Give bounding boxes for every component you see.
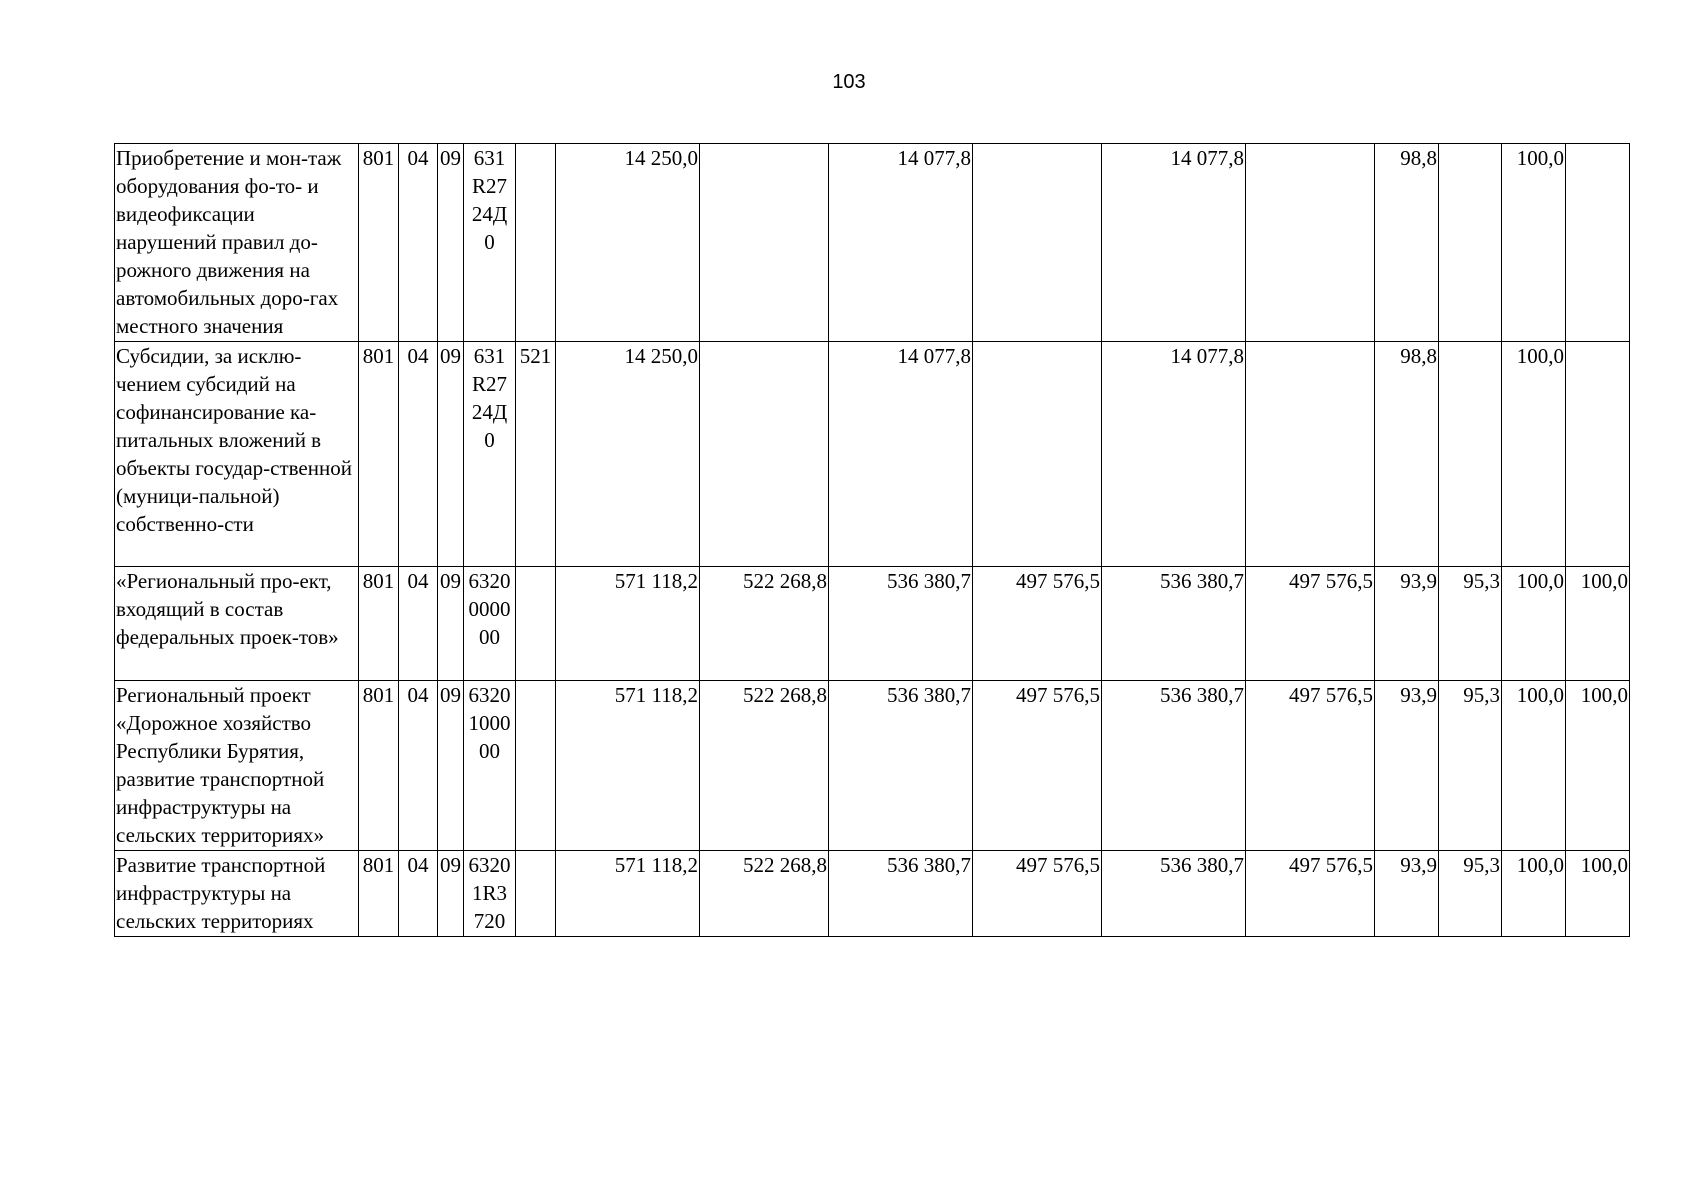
value-cell: 100,0 bbox=[1502, 342, 1566, 567]
rz-code: 04 bbox=[399, 144, 438, 342]
value-cell: 95,3 bbox=[1439, 851, 1502, 937]
value-cell: 14 077,8 bbox=[829, 342, 973, 567]
value-cell: 100,0 bbox=[1502, 567, 1566, 681]
row-name: Развитие транспортной инфраструктуры на сельских территориях bbox=[115, 851, 359, 937]
value-cell: 100,0 bbox=[1566, 851, 1630, 937]
row-name: «Региональный про-ект, входящий в состав федеральных проек-тов» bbox=[115, 567, 359, 681]
value-cell: 93,9 bbox=[1375, 567, 1439, 681]
value-cell bbox=[700, 342, 829, 567]
ved-code: 801 bbox=[359, 144, 399, 342]
value-cell: 536 380,7 bbox=[829, 851, 973, 937]
csr-code: 6320 1000 00 bbox=[464, 681, 516, 851]
value-cell: 100,0 bbox=[1502, 851, 1566, 937]
value-cell: 100,0 bbox=[1502, 144, 1566, 342]
value-cell: 497 576,5 bbox=[1246, 567, 1375, 681]
row-name: Региональный проект «Дорожное хозяйство Республики Бурятия, развитие транспортной инфраструктуры на сельских территориях» bbox=[115, 681, 359, 851]
ved-code: 801 bbox=[359, 342, 399, 567]
page-number: 103 bbox=[832, 71, 866, 93]
value-cell: 95,3 bbox=[1439, 681, 1502, 851]
value-cell: 497 576,5 bbox=[1246, 681, 1375, 851]
value-cell: 536 380,7 bbox=[1102, 681, 1246, 851]
budget-table bbox=[114, 143, 1630, 937]
value-cell: 14 250,0 bbox=[556, 342, 700, 567]
table-row bbox=[115, 567, 1630, 681]
value-cell: 100,0 bbox=[1566, 567, 1630, 681]
row-name: Приобретение и мон-таж оборудования фо-то- и видеофиксации нарушений правил до-рожного движения на автомобильных доро-гах местного значения bbox=[115, 144, 359, 342]
value-cell: 98,8 bbox=[1375, 342, 1439, 567]
rz-code: 04 bbox=[399, 681, 438, 851]
csr-code: 6320 0000 00 bbox=[464, 567, 516, 681]
vr-code bbox=[516, 567, 556, 681]
vr-code bbox=[516, 144, 556, 342]
value-cell: 497 576,5 bbox=[973, 681, 1102, 851]
value-cell: 536 380,7 bbox=[1102, 567, 1246, 681]
value-cell: 100,0 bbox=[1502, 681, 1566, 851]
ved-code: 801 bbox=[359, 851, 399, 937]
row-name: Субсидии, за исклю-чением субсидий на софинансирование ка-питальных вложений в объекты государ-ственной (муници-пальной) собственно-сти bbox=[115, 342, 359, 567]
table-row bbox=[115, 144, 1630, 342]
csr-code: 6320 1R3 720 bbox=[464, 851, 516, 937]
value-cell bbox=[1566, 144, 1630, 342]
pr-code: 09 bbox=[438, 567, 464, 681]
value-cell: 522 268,8 bbox=[700, 567, 829, 681]
table-row bbox=[115, 851, 1630, 937]
value-cell bbox=[1246, 144, 1375, 342]
value-cell: 536 380,7 bbox=[1102, 851, 1246, 937]
value-cell: 14 077,8 bbox=[1102, 342, 1246, 567]
value-cell: 497 576,5 bbox=[1246, 851, 1375, 937]
table-body bbox=[115, 144, 1630, 937]
value-cell bbox=[1439, 144, 1502, 342]
value-cell bbox=[700, 144, 829, 342]
value-cell: 14 250,0 bbox=[556, 144, 700, 342]
table-row bbox=[115, 681, 1630, 851]
value-cell: 522 268,8 bbox=[700, 681, 829, 851]
vr-code: 521 bbox=[516, 342, 556, 567]
ved-code: 801 bbox=[359, 681, 399, 851]
csr-code: 631 R27 24Д 0 bbox=[464, 144, 516, 342]
pr-code: 09 bbox=[438, 342, 464, 567]
value-cell bbox=[1439, 342, 1502, 567]
value-cell: 522 268,8 bbox=[700, 851, 829, 937]
value-cell bbox=[973, 144, 1102, 342]
rz-code: 04 bbox=[399, 851, 438, 937]
csr-code: 631 R27 24Д 0 bbox=[464, 342, 516, 567]
value-cell: 497 576,5 bbox=[973, 851, 1102, 937]
rz-code: 04 bbox=[399, 342, 438, 567]
value-cell: 93,9 bbox=[1375, 851, 1439, 937]
value-cell: 93,9 bbox=[1375, 681, 1439, 851]
rz-code: 04 bbox=[399, 567, 438, 681]
value-cell: 571 118,2 bbox=[556, 567, 700, 681]
value-cell: 536 380,7 bbox=[829, 681, 973, 851]
pr-code: 09 bbox=[438, 681, 464, 851]
value-cell: 14 077,8 bbox=[829, 144, 973, 342]
pr-code: 09 bbox=[438, 851, 464, 937]
table-row bbox=[115, 342, 1630, 567]
value-cell bbox=[1246, 342, 1375, 567]
value-cell: 571 118,2 bbox=[556, 851, 700, 937]
vr-code bbox=[516, 851, 556, 937]
value-cell: 571 118,2 bbox=[556, 681, 700, 851]
value-cell: 497 576,5 bbox=[973, 567, 1102, 681]
value-cell bbox=[1566, 342, 1630, 567]
value-cell: 95,3 bbox=[1439, 567, 1502, 681]
value-cell: 536 380,7 bbox=[829, 567, 973, 681]
vr-code bbox=[516, 681, 556, 851]
value-cell: 98,8 bbox=[1375, 144, 1439, 342]
pr-code: 09 bbox=[438, 144, 464, 342]
value-cell bbox=[973, 342, 1102, 567]
value-cell: 14 077,8 bbox=[1102, 144, 1246, 342]
ved-code: 801 bbox=[359, 567, 399, 681]
value-cell: 100,0 bbox=[1566, 681, 1630, 851]
